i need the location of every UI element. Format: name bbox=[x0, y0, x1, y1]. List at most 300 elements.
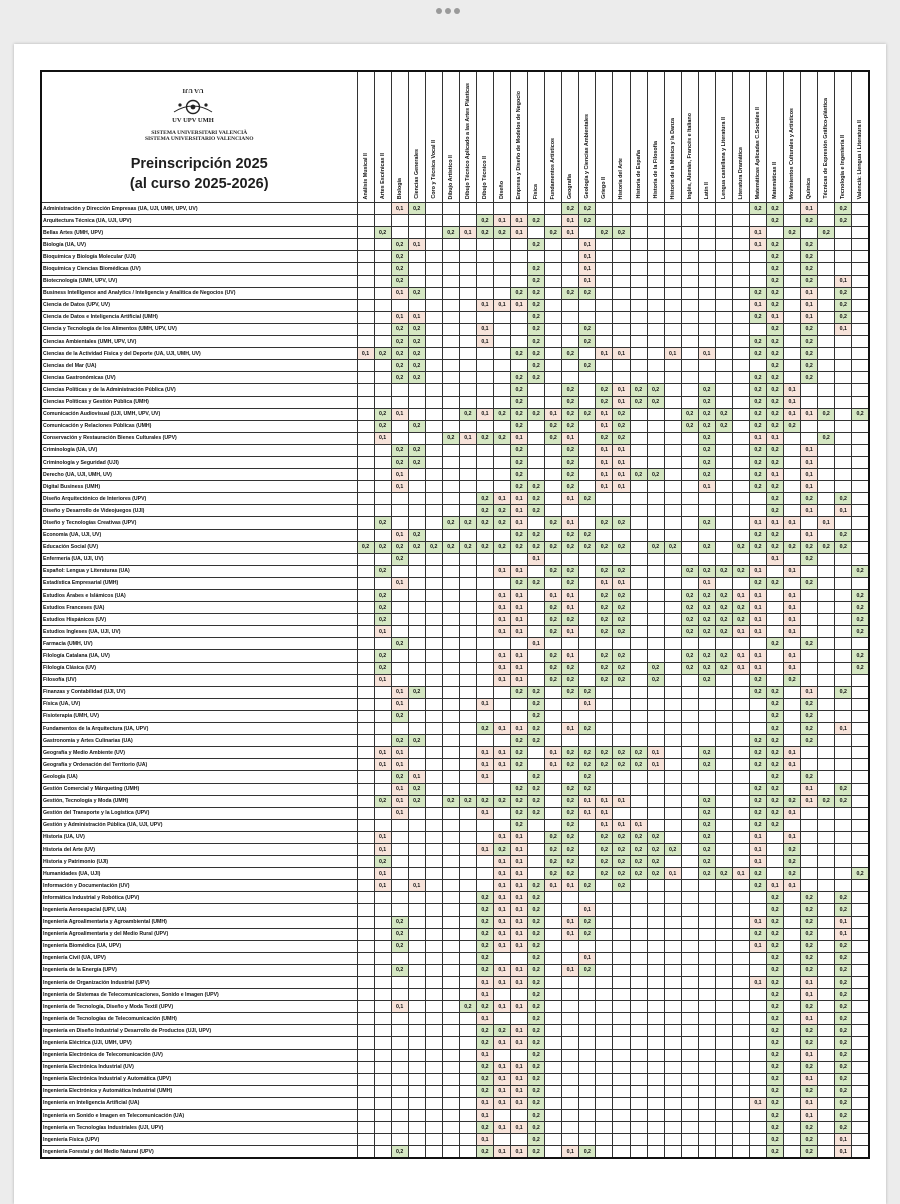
header-logo-cell bbox=[41, 71, 357, 203]
weight-cell bbox=[357, 1097, 374, 1109]
weight-cell bbox=[459, 323, 476, 335]
weight-cell bbox=[715, 880, 732, 892]
weight-cell: 0,2 bbox=[511, 348, 528, 360]
weight-cell bbox=[442, 747, 459, 759]
weight-cell bbox=[749, 275, 766, 287]
subject-header-label: Literatura Dramática bbox=[737, 146, 744, 199]
weight-cell bbox=[408, 1134, 425, 1146]
weight-cell bbox=[579, 1025, 596, 1037]
weight-cell: 0,2 bbox=[391, 263, 408, 275]
weight-cell bbox=[630, 517, 647, 529]
more-options-icon[interactable] bbox=[436, 8, 460, 14]
weight-cell: 0,2 bbox=[767, 372, 784, 384]
weight-cell bbox=[681, 819, 698, 831]
table-row bbox=[41, 541, 869, 553]
weight-cell bbox=[425, 1049, 442, 1061]
weight-cell bbox=[715, 227, 732, 239]
weight-cell bbox=[425, 747, 442, 759]
weight-cell bbox=[749, 1061, 766, 1073]
weight-cell bbox=[528, 831, 545, 843]
weight-cell: 0,1 bbox=[749, 590, 766, 602]
weight-cell bbox=[681, 372, 698, 384]
weight-cell bbox=[357, 456, 374, 468]
weight-cell bbox=[630, 311, 647, 323]
weight-cell bbox=[818, 989, 835, 1001]
table-row bbox=[41, 614, 869, 626]
subject-header-label: Dibujo Técnico Aplicado a las Artes Plásticas bbox=[464, 82, 471, 199]
weight-cell bbox=[562, 710, 579, 722]
weight-cell bbox=[784, 964, 801, 976]
weight-cell bbox=[801, 674, 818, 686]
weight-cell: 0,2 bbox=[408, 372, 425, 384]
weight-cell: 0,1 bbox=[494, 747, 511, 759]
weight-cell bbox=[442, 1061, 459, 1073]
weight-cell bbox=[391, 868, 408, 880]
weight-cell bbox=[374, 1037, 391, 1049]
weight-cell bbox=[442, 662, 459, 674]
weight-cell bbox=[442, 1001, 459, 1013]
weight-cell: 0,1 bbox=[767, 880, 784, 892]
weight-cell bbox=[715, 372, 732, 384]
weight-cell bbox=[630, 662, 647, 674]
weight-cell bbox=[408, 698, 425, 710]
weight-cell: 0,1 bbox=[511, 964, 528, 976]
weight-cell: 0,2 bbox=[801, 964, 818, 976]
weight-cell bbox=[647, 783, 664, 795]
weight-cell bbox=[818, 275, 835, 287]
weight-cell bbox=[596, 1134, 613, 1146]
weight-cell bbox=[818, 916, 835, 928]
weight-cell: 0,2 bbox=[476, 493, 493, 505]
weight-cell: 0,1 bbox=[767, 311, 784, 323]
weight-cell: 0,2 bbox=[835, 1025, 852, 1037]
table-row bbox=[41, 336, 869, 348]
weight-cell bbox=[681, 323, 698, 335]
weight-cell bbox=[732, 1097, 749, 1109]
weight-cell bbox=[749, 493, 766, 505]
weight-cell bbox=[528, 602, 545, 614]
weight-cell: 0,2 bbox=[476, 1146, 493, 1159]
weight-cell bbox=[511, 698, 528, 710]
weight-cell: 0,2 bbox=[852, 650, 869, 662]
weight-cell: 0,1 bbox=[579, 807, 596, 819]
weight-cell bbox=[784, 505, 801, 517]
weight-cell: 0,2 bbox=[715, 602, 732, 614]
weight-cell bbox=[732, 940, 749, 952]
weight-cell bbox=[732, 759, 749, 771]
weight-cell bbox=[579, 384, 596, 396]
weight-cell: 0,1 bbox=[801, 795, 818, 807]
weight-cell: 0,2 bbox=[562, 203, 579, 215]
weight-cell bbox=[852, 263, 869, 275]
weight-cell bbox=[630, 1037, 647, 1049]
weight-cell: 0,2 bbox=[835, 1110, 852, 1122]
weight-cell bbox=[459, 977, 476, 989]
weight-cell bbox=[698, 771, 715, 783]
weight-cell: 0,1 bbox=[494, 977, 511, 989]
weight-cell bbox=[374, 323, 391, 335]
weight-cell: 0,2 bbox=[528, 916, 545, 928]
table-row bbox=[41, 650, 869, 662]
weight-cell bbox=[357, 323, 374, 335]
weight-cell bbox=[681, 1073, 698, 1085]
weight-cell bbox=[442, 348, 459, 360]
weight-cell bbox=[835, 408, 852, 420]
degree-name: Ciencias Gastronómicas (UV) bbox=[41, 372, 357, 384]
weight-cell bbox=[442, 964, 459, 976]
subject-header bbox=[579, 71, 596, 203]
weight-cell: 0,2 bbox=[664, 541, 681, 553]
weight-cell bbox=[425, 1085, 442, 1097]
weight-cell bbox=[715, 577, 732, 589]
weight-cell bbox=[698, 1037, 715, 1049]
weight-cell bbox=[801, 590, 818, 602]
weight-cell bbox=[664, 444, 681, 456]
weight-cell bbox=[698, 505, 715, 517]
weight-cell bbox=[767, 626, 784, 638]
weight-cell: 0,2 bbox=[801, 771, 818, 783]
weight-cell bbox=[357, 880, 374, 892]
weight-cell bbox=[476, 396, 493, 408]
weight-cell bbox=[647, 360, 664, 372]
subject-header bbox=[835, 71, 852, 203]
weight-cell bbox=[357, 517, 374, 529]
weight-cell bbox=[630, 239, 647, 251]
weight-cell bbox=[357, 251, 374, 263]
weight-cell bbox=[852, 239, 869, 251]
weight-cell bbox=[357, 723, 374, 735]
weight-cell: 0,2 bbox=[613, 541, 630, 553]
weight-cell: 0,1 bbox=[579, 904, 596, 916]
weight-cell bbox=[647, 420, 664, 432]
weight-cell: 0,1 bbox=[494, 868, 511, 880]
weight-cell bbox=[818, 1122, 835, 1134]
weight-cell bbox=[494, 203, 511, 215]
weight-cell bbox=[357, 565, 374, 577]
weight-cell: 0,1 bbox=[801, 408, 818, 420]
weight-cell: 0,2 bbox=[442, 541, 459, 553]
weight-cell: 0,2 bbox=[528, 977, 545, 989]
weight-cell bbox=[476, 384, 493, 396]
weight-cell: 0,2 bbox=[801, 638, 818, 650]
weight-cell: 0,2 bbox=[391, 251, 408, 263]
weight-cell: 0,2 bbox=[801, 541, 818, 553]
weight-cell bbox=[494, 275, 511, 287]
weight-cell: 0,2 bbox=[767, 299, 784, 311]
degree-name: Educación Social (UV) bbox=[41, 541, 357, 553]
weight-cell bbox=[835, 614, 852, 626]
weight-cell bbox=[562, 892, 579, 904]
weight-cell: 0,1 bbox=[784, 590, 801, 602]
weight-cell bbox=[528, 251, 545, 263]
weight-cell bbox=[442, 553, 459, 565]
table-row bbox=[41, 686, 869, 698]
weight-cell bbox=[442, 940, 459, 952]
weight-cell bbox=[818, 299, 835, 311]
weight-cell: 0,2 bbox=[784, 868, 801, 880]
weight-cell bbox=[698, 493, 715, 505]
table-row bbox=[41, 384, 869, 396]
weight-cell: 0,2 bbox=[835, 1085, 852, 1097]
subject-header bbox=[613, 71, 630, 203]
weight-cell bbox=[732, 287, 749, 299]
weight-cell bbox=[459, 650, 476, 662]
degree-name: Ciencias del Mar (UA) bbox=[41, 360, 357, 372]
weight-cell bbox=[630, 481, 647, 493]
weight-cell bbox=[528, 227, 545, 239]
weight-cell: 0,1 bbox=[562, 723, 579, 735]
subject-header bbox=[784, 71, 801, 203]
weight-cell bbox=[494, 251, 511, 263]
weight-cell bbox=[408, 904, 425, 916]
weight-cell bbox=[357, 819, 374, 831]
weight-cell: 0,1 bbox=[494, 299, 511, 311]
weight-cell bbox=[835, 771, 852, 783]
weight-cell bbox=[459, 239, 476, 251]
weight-cell bbox=[715, 360, 732, 372]
weight-cell bbox=[664, 977, 681, 989]
weight-cell: 0,2 bbox=[801, 372, 818, 384]
weight-cell: 0,2 bbox=[630, 868, 647, 880]
degree-name: Ingeniería Agroalimentaria y Agroambiental (UMH) bbox=[41, 916, 357, 928]
weight-cell bbox=[596, 287, 613, 299]
weight-cell: 0,2 bbox=[476, 1073, 493, 1085]
weight-cell: 0,2 bbox=[613, 650, 630, 662]
weight-cell: 0,2 bbox=[698, 759, 715, 771]
weight-cell: 0,2 bbox=[408, 420, 425, 432]
weight-cell bbox=[715, 541, 732, 553]
weight-cell bbox=[613, 723, 630, 735]
weight-cell: 0,1 bbox=[391, 203, 408, 215]
weight-cell: 0,2 bbox=[494, 843, 511, 855]
weight-cell: 0,1 bbox=[596, 795, 613, 807]
weight-cell bbox=[459, 723, 476, 735]
degree-name: Digital Business (UMH) bbox=[41, 481, 357, 493]
weight-cell bbox=[784, 904, 801, 916]
weight-cell: 0,1 bbox=[391, 759, 408, 771]
weight-cell: 0,1 bbox=[511, 614, 528, 626]
weight-cell bbox=[357, 602, 374, 614]
weight-cell: 0,2 bbox=[715, 662, 732, 674]
weight-cell: 0,1 bbox=[511, 1025, 528, 1037]
weight-cell bbox=[835, 553, 852, 565]
weight-cell bbox=[613, 203, 630, 215]
weight-cell: 0,2 bbox=[613, 602, 630, 614]
weight-cell bbox=[681, 444, 698, 456]
subject-header-label: Biología bbox=[396, 177, 403, 199]
table-row bbox=[41, 904, 869, 916]
weight-cell bbox=[613, 287, 630, 299]
weight-cell bbox=[579, 989, 596, 1001]
weight-cell bbox=[784, 336, 801, 348]
weight-cell bbox=[562, 505, 579, 517]
weight-cell bbox=[681, 517, 698, 529]
weight-cell bbox=[579, 892, 596, 904]
weight-cell bbox=[647, 263, 664, 275]
weight-cell: 0,1 bbox=[801, 989, 818, 1001]
subject-header-label: Coro y Técnica Vocal II bbox=[430, 140, 437, 199]
weight-cell bbox=[715, 819, 732, 831]
weight-cell bbox=[476, 590, 493, 602]
weight-cell: 0,2 bbox=[698, 456, 715, 468]
weight-cell bbox=[715, 843, 732, 855]
weight-cell bbox=[647, 444, 664, 456]
weight-cell: 0,2 bbox=[801, 348, 818, 360]
weight-cell bbox=[767, 590, 784, 602]
weight-cell: 0,2 bbox=[698, 819, 715, 831]
weight-cell bbox=[715, 807, 732, 819]
weight-cell bbox=[784, 1122, 801, 1134]
weight-cell bbox=[630, 795, 647, 807]
weight-cell bbox=[357, 1146, 374, 1159]
weight-cell bbox=[647, 239, 664, 251]
weight-cell bbox=[459, 1122, 476, 1134]
weight-cell bbox=[459, 1097, 476, 1109]
weight-cell bbox=[818, 251, 835, 263]
weight-cell: 0,2 bbox=[562, 541, 579, 553]
weight-cell: 0,2 bbox=[801, 735, 818, 747]
weight-cell bbox=[749, 1013, 766, 1025]
weight-cell: 0,2 bbox=[767, 952, 784, 964]
weight-cell bbox=[596, 275, 613, 287]
weight-cell bbox=[664, 1001, 681, 1013]
weight-cell: 0,2 bbox=[562, 783, 579, 795]
weight-cell bbox=[562, 940, 579, 952]
weight-cell: 0,2 bbox=[579, 336, 596, 348]
degree-name: Ingeniería Agroalimentaria y del Medio Rural (UPV) bbox=[41, 928, 357, 940]
weight-cell: 0,2 bbox=[835, 1061, 852, 1073]
weight-cell: 0,2 bbox=[835, 1013, 852, 1025]
weight-cell bbox=[408, 1049, 425, 1061]
weight-cell bbox=[715, 396, 732, 408]
weight-cell bbox=[664, 396, 681, 408]
weight-cell bbox=[715, 1049, 732, 1061]
weight-cell: 0,1 bbox=[476, 807, 493, 819]
weight-cell bbox=[852, 831, 869, 843]
degree-name: Ciencias de la Actividad Física y del Deporte (UA, UJI, UMH, UV) bbox=[41, 348, 357, 360]
weight-cell bbox=[459, 940, 476, 952]
weight-cell: 0,1 bbox=[698, 577, 715, 589]
weight-cell bbox=[357, 747, 374, 759]
weight-cell bbox=[852, 275, 869, 287]
weight-cell bbox=[818, 880, 835, 892]
weight-cell bbox=[818, 203, 835, 215]
weight-cell bbox=[647, 1122, 664, 1134]
weight-cell bbox=[767, 662, 784, 674]
weight-cell bbox=[664, 783, 681, 795]
weight-cell: 0,2 bbox=[749, 408, 766, 420]
weight-cell bbox=[698, 892, 715, 904]
weight-cell bbox=[425, 1037, 442, 1049]
weight-cell: 0,1 bbox=[749, 843, 766, 855]
weight-cell bbox=[579, 843, 596, 855]
weight-cell bbox=[613, 686, 630, 698]
weight-cell: 0,2 bbox=[545, 432, 562, 444]
weight-cell bbox=[596, 880, 613, 892]
weight-cell bbox=[425, 299, 442, 311]
table-row bbox=[41, 251, 869, 263]
weight-cell bbox=[681, 795, 698, 807]
table-row bbox=[41, 843, 869, 855]
weight-cell: 0,2 bbox=[681, 614, 698, 626]
weight-cell bbox=[835, 626, 852, 638]
degree-name: Informática Industrial y Robótica (UPV) bbox=[41, 892, 357, 904]
weight-cell: 0,1 bbox=[596, 408, 613, 420]
weight-cell bbox=[681, 698, 698, 710]
degree-name: Ingeniería Civil (UA, UPV) bbox=[41, 952, 357, 964]
weight-cell bbox=[784, 456, 801, 468]
weight-cell bbox=[442, 819, 459, 831]
weight-cell bbox=[425, 456, 442, 468]
weight-cell bbox=[374, 469, 391, 481]
weight-cell: 0,1 bbox=[835, 1134, 852, 1146]
weight-cell: 0,2 bbox=[374, 517, 391, 529]
weight-cell bbox=[425, 1073, 442, 1085]
weight-cell bbox=[835, 843, 852, 855]
weight-cell bbox=[630, 227, 647, 239]
weight-cell bbox=[425, 203, 442, 215]
weight-cell bbox=[596, 1037, 613, 1049]
weight-cell bbox=[681, 251, 698, 263]
weight-cell bbox=[545, 977, 562, 989]
weight-cell: 0,2 bbox=[562, 408, 579, 420]
weight-cell bbox=[425, 287, 442, 299]
weight-cell bbox=[391, 831, 408, 843]
weight-cell bbox=[647, 904, 664, 916]
weight-cell: 0,1 bbox=[749, 940, 766, 952]
weight-cell bbox=[664, 299, 681, 311]
weight-cell: 0,2 bbox=[579, 928, 596, 940]
weight-cell bbox=[818, 831, 835, 843]
weight-cell bbox=[835, 384, 852, 396]
weight-cell: 0,2 bbox=[715, 626, 732, 638]
weight-cell bbox=[408, 843, 425, 855]
weight-cell: 0,2 bbox=[698, 807, 715, 819]
weight-cell: 0,2 bbox=[818, 408, 835, 420]
degree-name: Historia y Patrimonio (UJI) bbox=[41, 856, 357, 868]
weight-cell bbox=[715, 1073, 732, 1085]
weight-cell: 0,1 bbox=[818, 517, 835, 529]
weight-cell bbox=[715, 469, 732, 481]
weight-cell bbox=[613, 215, 630, 227]
weight-cell bbox=[630, 626, 647, 638]
table-row bbox=[41, 759, 869, 771]
weight-cell: 0,2 bbox=[835, 287, 852, 299]
weight-cell bbox=[425, 964, 442, 976]
weight-cell bbox=[528, 650, 545, 662]
weight-cell bbox=[647, 686, 664, 698]
weight-cell: 0,2 bbox=[459, 1001, 476, 1013]
weight-cell bbox=[852, 1037, 869, 1049]
weight-cell bbox=[357, 916, 374, 928]
weight-cell bbox=[442, 311, 459, 323]
weight-cell bbox=[408, 1073, 425, 1085]
weight-cell bbox=[664, 1061, 681, 1073]
weight-cell bbox=[459, 819, 476, 831]
subject-header-label: Artes Escénicas II bbox=[379, 152, 386, 199]
weight-cell: 0,2 bbox=[767, 1146, 784, 1159]
weight-cell bbox=[852, 686, 869, 698]
weight-cell bbox=[545, 251, 562, 263]
weight-cell bbox=[425, 977, 442, 989]
weight-cell bbox=[613, 311, 630, 323]
table-row bbox=[41, 1122, 869, 1134]
weight-cell bbox=[408, 662, 425, 674]
degree-name: Ciencias Ambientales (UMH, UPV, UV) bbox=[41, 336, 357, 348]
weight-cell: 0,2 bbox=[749, 541, 766, 553]
weight-cell bbox=[732, 299, 749, 311]
weight-cell bbox=[579, 1061, 596, 1073]
